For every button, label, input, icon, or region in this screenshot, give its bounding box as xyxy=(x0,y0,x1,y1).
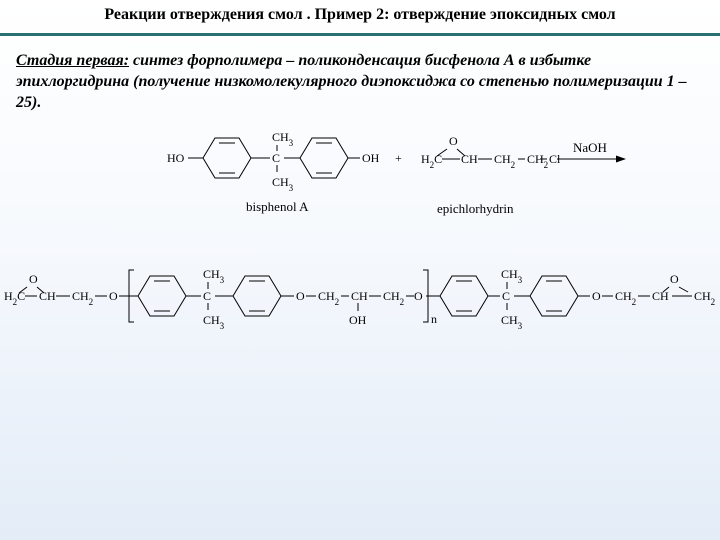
prod-right-c: C xyxy=(502,289,511,303)
bisphenol-caption: bisphenol A xyxy=(246,199,309,214)
bisphenol-c: C xyxy=(272,151,281,165)
prod-right-epoxide-o: O xyxy=(670,272,679,286)
prod-left-ch2: $CH_2$ xyxy=(72,289,94,307)
epichlorohydrin-structure xyxy=(421,134,561,216)
reagent-naoh: NaOH xyxy=(573,140,607,155)
epi-caption: epichlorhydrin xyxy=(437,201,514,216)
bisphenol-a-structure xyxy=(167,130,380,214)
stage-lead: Стадия первая: xyxy=(16,52,130,69)
prod-left-epoxide-o: O xyxy=(29,272,38,286)
bisphenol-ch3-bottom: $CH_3$ xyxy=(272,175,294,193)
diepoxide-product xyxy=(4,267,715,331)
prod-repeat-ch2-2: $CH_2$ xyxy=(383,289,405,307)
prod-repeat-ch3-top: $CH_3$ xyxy=(203,267,225,285)
bisphenol-ch3-top: $CH_3$ xyxy=(272,130,294,148)
plus-sign: + xyxy=(395,151,402,165)
prod-right-ch3-bottom: $CH_3$ xyxy=(501,313,523,331)
prod-repeat-ch2-1: $CH_2$ xyxy=(318,289,340,307)
prod-right-o: O xyxy=(592,289,601,303)
bisphenol-ho: HO xyxy=(167,151,185,165)
slide-title: Реакции отверждения смол . Пример 2: отверждение эпоксидных смол xyxy=(104,6,616,23)
arrow-head xyxy=(616,156,626,163)
repeat-subscript-n: n xyxy=(431,312,437,326)
prod-right-ch2: $CH_2$ xyxy=(615,289,637,307)
prod-left-h2c: $H_2C$ xyxy=(4,289,26,307)
stage-text: синтез форполимера – поликонденсация бисфенола А в избытке эпихлоргидрина (получение низкомолекулярного диэпоксиджа со степенью полимеризации 1 – 25). xyxy=(16,52,687,111)
prod-right-ch: CH xyxy=(652,289,669,303)
prod-repeat-oh: OH xyxy=(349,313,367,327)
prod-right-ring-left xyxy=(440,276,488,316)
prod-repeat-ch: CH xyxy=(351,289,368,303)
prod-repeat-ch3-bottom: $CH_3$ xyxy=(203,313,225,331)
prod-right-ch2-end: $CH_2$ xyxy=(694,289,716,307)
bisphenol-ring-left xyxy=(203,138,251,178)
prod-left-ch: CH xyxy=(39,289,56,303)
prod-repeat-ring-right xyxy=(233,276,281,316)
epi-ch2: $CH_2$ xyxy=(494,152,516,170)
epi-ch2-b: $CH_2$ xyxy=(527,152,549,170)
prod-repeat-o2: O xyxy=(414,289,423,303)
epi-ch: CH xyxy=(461,152,478,166)
prod-repeat-o1: O xyxy=(296,289,305,303)
bisphenol-oh: OH xyxy=(362,151,380,165)
epi-h2c: $H_2C$ xyxy=(421,152,443,170)
prod-repeat-c: C xyxy=(203,289,212,303)
prod-left-o: O xyxy=(109,289,118,303)
bisphenol-ring-right xyxy=(300,138,348,178)
epi-o: O xyxy=(449,134,458,148)
epi-cl: Cl xyxy=(549,152,561,166)
prod-right-ch3-top: $CH_3$ xyxy=(501,267,523,285)
prod-right-ring-right xyxy=(530,276,578,316)
prod-repeat-ring-left xyxy=(138,276,186,316)
